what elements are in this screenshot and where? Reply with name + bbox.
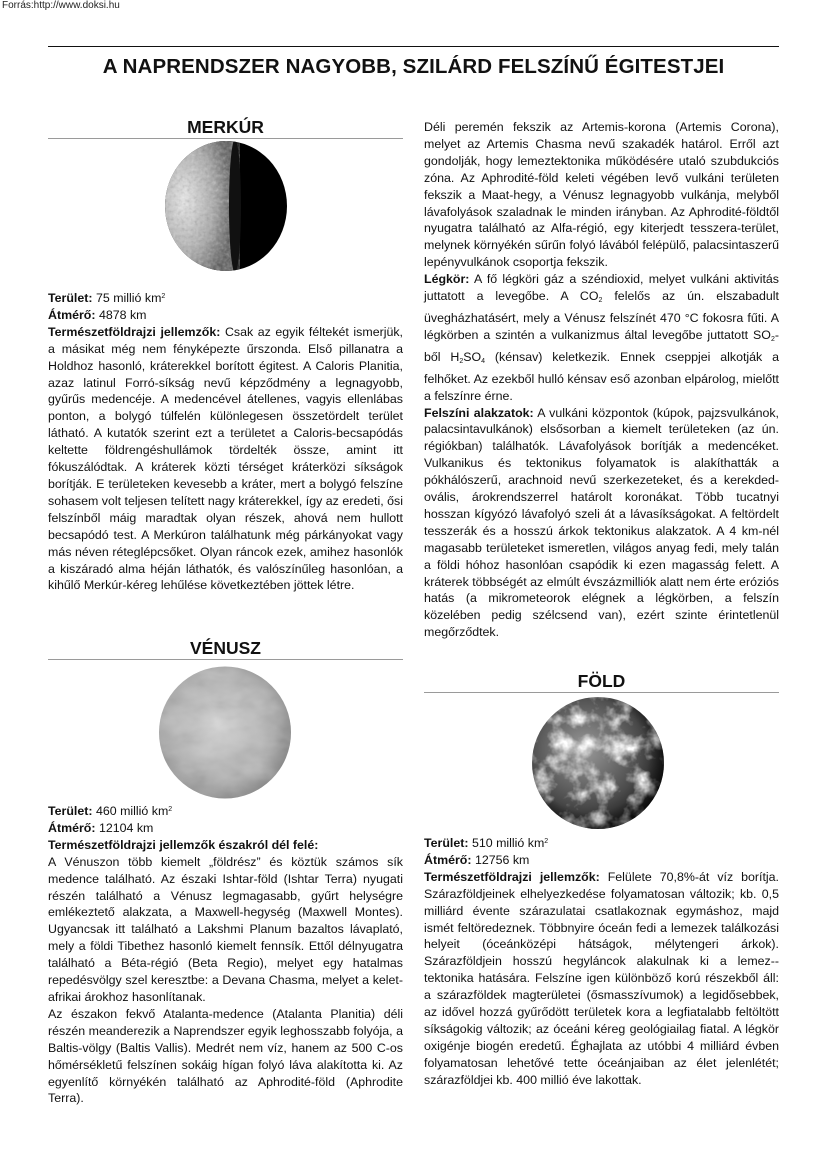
earth-image	[530, 696, 666, 830]
venus-text-right	[424, 119, 779, 641]
mercury-area: Terület: 75 millió $km^2$	[48, 291, 166, 305]
mercury-text	[48, 289, 403, 594]
venus-heading: VÉNUSZ	[190, 638, 261, 658]
source-note: Forrás:http://www.doksi.hu	[2, 0, 120, 11]
earth-area: Terület: 510 millió $km^2$	[424, 836, 549, 850]
venus-atmosphere: Légkör: A fő légköri gáz a széndioxid, melyet vulkáni aktivitás juttatott a levegőbe. A $CO_2$ felelős az ún. elszabadult üvegházhatásért, mely a Vénusz felszínét 470 °C fokosra fűti. A légkörben a szintén a vulkanizmus által levegőbe juttatott $SO_2$-ből $H_2SO_4$ (kénsav) keletkezik. Ennek cseppjei alkotják a felhőket. Az ezekből hulló kénsav eső azonban elpárolog, mielőtt a felszínre érne.	[424, 272, 779, 403]
mercury-heading: MERKÚR	[187, 117, 264, 137]
mercury-diameter: Átmérő: 4878 km	[48, 307, 147, 322]
venus-image	[157, 665, 293, 800]
mercury-features: Természetföldrajzi jellemzők: Csak az egyik féltekét ismerjük, a másikat még nem fényképezte űrszonda. Első pillanatra a Holdhoz hasonló, kráterekkel borított égitest. A Caloris Planitia, azaz latinul Forró-síkság nevű képződmény a legnagyobb, gyűrűs medencéje. A medencével átellenes, vagyis ellenlábas ponton, a bolygó túlfelén különlegesen összetördelt terület látható. A kutatók szerint ezt a területet a Caloris-becsapódás keltette földrengéshullámok tördelték össze, amint itt fókuszálódtak. A kráterek közti térséget kráterközi síkságok borítják. E területeken kevesebb a kráter, mert a bolygó felszíne sohasem volt teljesen telített nagy kráterekkel, így az eredeti, ősi felszínből máig maradtak olyan részek, ahová nem hullott becsapódó test. A Merkúron találhatunk még párkányokat vagy más néven réteglépcsőket. Olyan ráncok ezek, amihez hasonlók a kiszáradó alma héján láthatók, és valószínűleg hasonlóan, a kihűlő Merkúr-kéreg lehűlése következtében jöttek létre.	[48, 324, 403, 593]
earth-features: Természetföldrajzi jellemzők: Felülete 70,8%-át víz borítja. Szárazföldjeinek elhelyezkedése folyamatosan változik; kb. 0,5 milliárd évente szárazulatai csatlakoznak egymáshoz, majd ismét feltöredeznek. Többnyire óceán fedi a lemezek találkozási helyeit (óceánközépi hátságok, mélytengeri árkok). Szárazföldjein hosszú hegyláncok alakulnak ki a lemez--tektonika hatására. Felszíne igen különböző korú részekből áll: a szárazföldek magterületei (ősmasszívumok) a legidősebbek, az idővel hozzá gyűrődött területek kora a legfiatalabb feltöltött síkságokig változik; az óceáni kéreg geológiailag fiatal. A légkör oxigénje biogén eredetű. Éghajlata az utóbbi 4 milliárd évben folyamatosan lehetővé tette óceánjaiban az élet jelenlétét; szárazföldjei kb. 400 millió éve lakottak.	[424, 869, 779, 1087]
top-rule	[48, 46, 779, 47]
earth-heading: FÖLD	[577, 671, 626, 691]
earth-rule	[424, 692, 779, 693]
page-title: A NAPRENDSZER NAGYOBB, SZILÁRD FELSZÍNŰ ÉGITESTJEI	[102, 55, 725, 78]
venus-para-1: A Vénuszon több kiemelt „földrész” és köztük számos sík medence található. Az északi Ishtar-föld (Ishtar Terra) nyugati részén található a Vénusz legmagasabb, gyűrt helységre emlékeztető alakzata, a Maxwell-hegység (Maxwell Montes). Ugyancsak itt található a Lakshmi Planum bazaltos lávaplató, mely a földi Tibethez hasonló kiemelt fennsík. Ettől délnyugatra található a Béta-régió (Beta Regio), melyet egy hatalmas repedésvölgy szel keresztbe: a Devana Chasma, melyet a kelet-afrikai árokhoz hasonlítanak.	[48, 854, 403, 1004]
venus-para-3: Déli peremén fekszik az Artemis-korona (Artemis Corona), melyet az Artemis Chasma nevű szakadék határol. Erről azt gondolják, hogy lemeztektonika működésére utaló szubdukciós zóna. Az Aphrodité-föld keleti végében levő vulkáni területen fekszik a Maat-hegy, a Vénusz legnagyobb vulkánja, melyből lávafolyások szaladnak le minden irányban. Az Aphrodité-földtől nyugatra található az Alfa-régió, egy kiterjedt tesszera-terület, melynek környékén sűrűn folyó lávából felépülő, palacsintaszerű lepényvulkánok csoportja fekszik.	[424, 120, 779, 270]
venus-feature-label: Természetföldrajzi jellemzők északról dél felé:	[48, 837, 319, 852]
venus-text-left	[48, 802, 403, 1107]
venus-diameter: Átmérő: 12104 km	[48, 820, 154, 835]
venus-rule	[48, 659, 403, 660]
venus-para-2: Az északon fekvő Atalanta-medence (Atalanta Planitia) déli részén meanderezik a Naprendszer egyik leghosszabb folyója, a Baltis-völgy (Baltis Vallis). Medrét nem víz, hanem az 500 C-os hőmérsékletű felszínen sokáig hígan folyó láva alakította ki. Az egyenlítő környékén található az Aphrodité-föld (Aphrodite Terra).	[48, 1006, 403, 1106]
earth-text	[424, 834, 779, 1089]
venus-area: Terület: 460 millió $km^2$	[48, 804, 173, 818]
mercury-image	[163, 139, 289, 273]
venus-surface: Felszíni alakzatok: A vulkáni központok (kúpok, pajzsvulkánok, palacsintavulkánok) elsősorban a kiemelt területeken (az ún. régiókban) találhatók. Lávafolyások borítják a medencéket. Vulkanikus és tektonikus folyamatok is alakíthatták a pókhálószerű, arachnoid nevű szerkezeteket, és a kerekded-ovális, árokrendszerrel határolt koronákat. Több tucatnyi hosszan kígyózó lávafolyó szeli át a lávasíkságokat. A feltördelt tesszerák és a hosszú árkok tektonikus alakzatok. A 4 km-nél magasabb területeket ismeretlen, világos anyag fedi, mely talán a földi hóhoz hasonlóan csapódik ki ezen magasság felett. A kráterek többségét az elmúlt évszázmilliók alatt nem érte eróziós hatás (a mikrometeorok elégnek a légkörben, a felszín közelében pedig szélcsend van), ezért szinte érintetlenül megőrződtek.	[424, 405, 779, 640]
earth-diameter: Átmérő: 12756 km	[424, 852, 530, 867]
